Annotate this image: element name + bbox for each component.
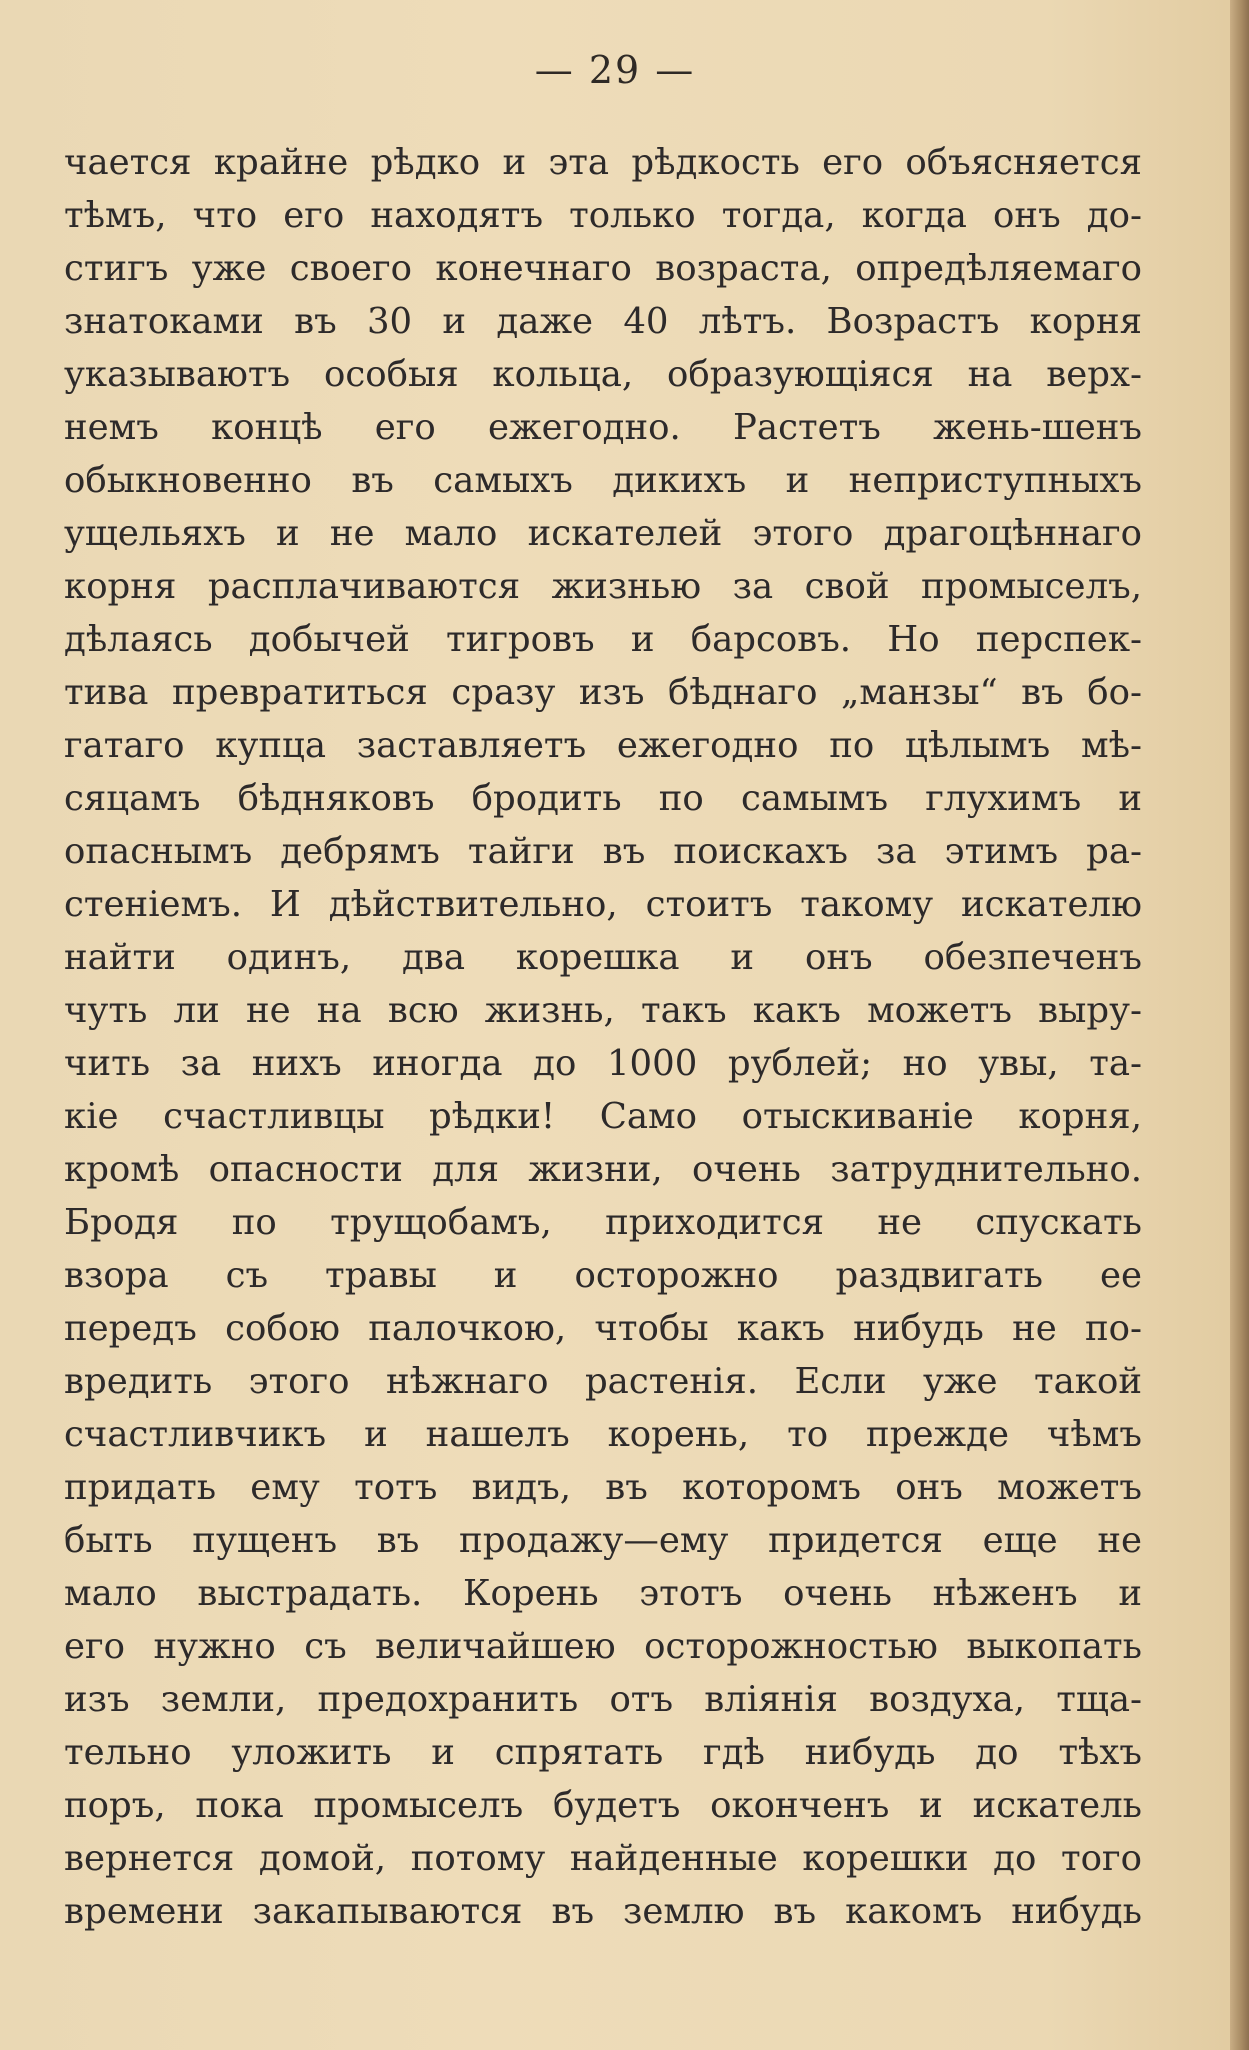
text-line: вернется домой, потому найденные корешки до того — [64, 1838, 1142, 1879]
body-text — [64, 136, 1142, 1938]
page-number: — 29 — — [534, 48, 696, 92]
text-line: времени закапываются въ землю въ какомъ нибудь — [64, 1891, 1142, 1932]
text-line: корня расплачиваются жизнью за свой промыселъ, — [64, 566, 1142, 607]
text-line: передъ собою палочкою, чтобы какъ нибудь не по- — [64, 1308, 1142, 1349]
text-line: знатоками въ 30 и даже 40 лѣтъ. Возрастъ корня — [64, 301, 1142, 342]
text-line: быть пущенъ въ продажу—ему придется еще не — [64, 1520, 1142, 1561]
page-edge — [1230, 0, 1249, 2050]
text-line: немъ концѣ его ежегодно. Растетъ жень-шенъ — [64, 407, 1142, 448]
text-line: тельно уложить и спрятать гдѣ нибудь до тѣхъ — [64, 1732, 1142, 1773]
text-line: счастливчикъ и нашелъ корень, то прежде чѣмъ — [64, 1414, 1142, 1455]
text-line: стигъ уже своего конечнаго возраста, опредѣляемаго — [64, 248, 1142, 289]
text-line: вредить этого нѣжнаго растенія. Если уже такой — [64, 1361, 1142, 1402]
text-line: чается крайне рѣдко и эта рѣдкость его объясняется — [64, 142, 1142, 183]
text-line: стеніемъ. И дѣйствительно, стоитъ такому искателю — [64, 884, 1142, 925]
text-line: кіе счастливцы рѣдки! Само отыскиваніе корня, — [64, 1096, 1142, 1137]
text-line: гатаго купца заставляетъ ежегодно по цѣлымъ мѣ- — [64, 725, 1142, 766]
text-line: изъ земли, предохранить отъ вліянія воздуха, тща- — [64, 1679, 1142, 1720]
text-line: указываютъ особыя кольца, образующіяся на верх- — [64, 354, 1142, 395]
text-line: ущельяхъ и не мало искателей этого драгоцѣннаго — [64, 513, 1142, 554]
text-line: дѣлаясь добычей тигровъ и барсовъ. Но перспек- — [64, 619, 1142, 660]
text-line: сяцамъ бѣдняковъ бродить по самымъ глухимъ и — [64, 778, 1142, 819]
text-line: мало выстрадать. Корень этотъ очень нѣженъ и — [64, 1573, 1142, 1614]
text-line: кромѣ опасности для жизни, очень затруднительно. — [64, 1149, 1142, 1190]
text-line: тѣмъ, что его находятъ только тогда, когда онъ до- — [64, 195, 1142, 236]
text-line: чуть ли не на всю жизнь, такъ какъ можетъ выру- — [64, 990, 1142, 1031]
text-line: обыкновенно въ самыхъ дикихъ и неприступныхъ — [64, 460, 1142, 501]
text-line: его нужно съ величайшею осторожностью выкопать — [64, 1626, 1142, 1667]
text-line: чить за нихъ иногда до 1000 рублей; но увы, та- — [64, 1043, 1142, 1084]
text-line: тива превратиться сразу изъ бѣднаго „манзы“ въ бо- — [64, 672, 1142, 713]
text-line: взора съ травы и осторожно раздвигать ее — [64, 1255, 1142, 1296]
text-line: придать ему тотъ видъ, въ которомъ онъ можетъ — [64, 1467, 1142, 1508]
text-line: Бродя по трущобамъ, приходится не спускать — [64, 1202, 1142, 1243]
text-line: опаснымъ дебрямъ тайги въ поискахъ за этимъ ра- — [64, 831, 1142, 872]
text-line: поръ, пока промыселъ будетъ оконченъ и искатель — [64, 1785, 1142, 1826]
text-line: найти одинъ, два корешка и онъ обезпеченъ — [64, 937, 1142, 978]
